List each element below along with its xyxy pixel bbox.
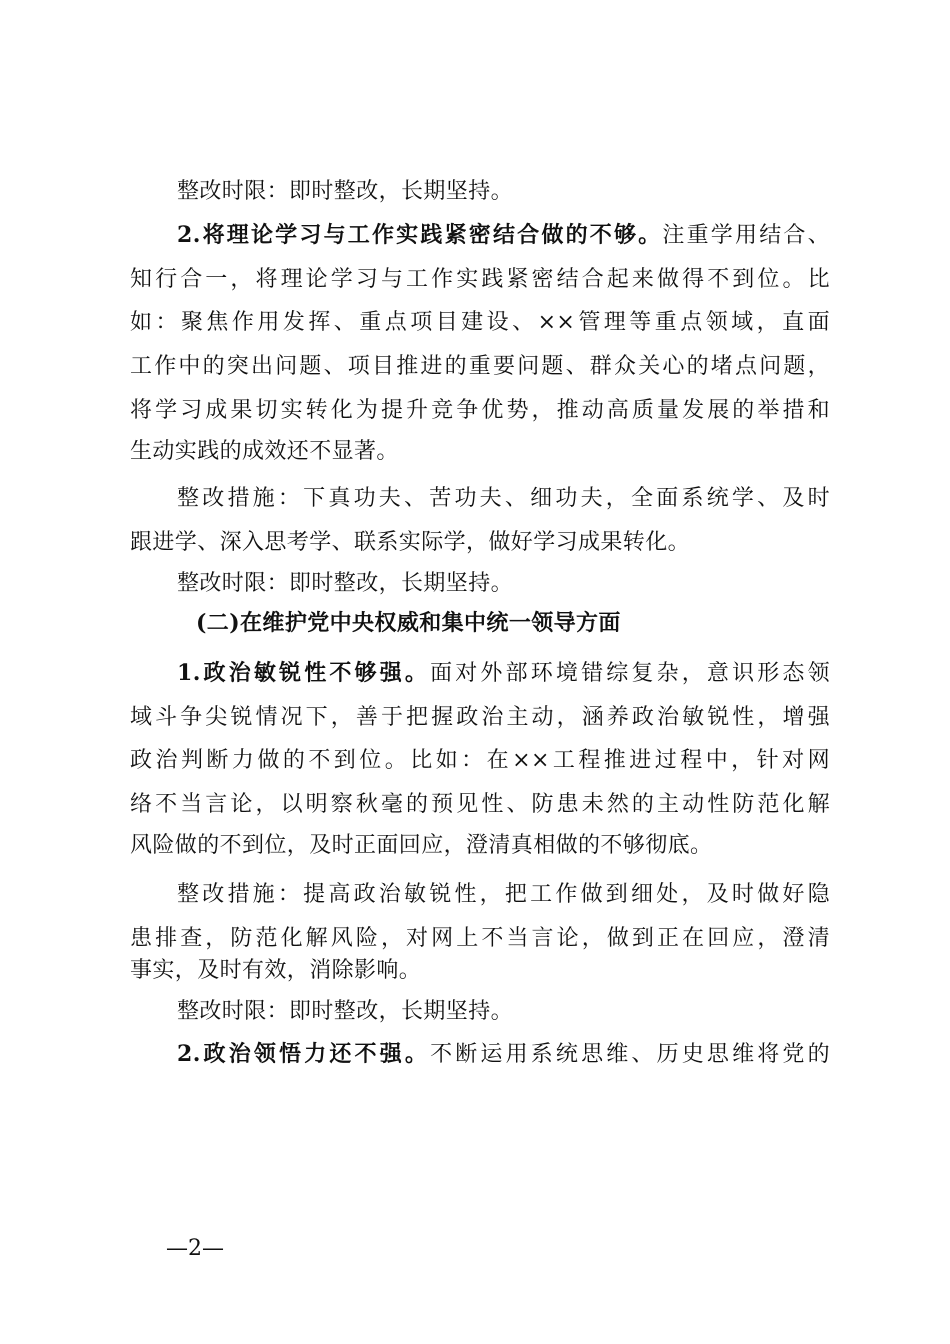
deadline-line: 整改时限：即时整改，长期坚持。 [177,179,514,204]
measures-line: 整改措施：提高政治敏锐性，把工作做到细处，及时做好隐 [177,882,830,907]
issue-title: 2.将理论学习与工作实践紧密结合做的不够。 [177,222,663,248]
paragraph-line: 事实，及时有效，消除影响。 [130,958,422,983]
paragraph-line: 工作中的突出问题、项目推进的重要问题、群众关心的堵点问题， [130,354,830,379]
measures-line: 整改措施：下真功夫、苦功夫、细功夫，全面系统学、及时 [177,486,830,511]
paragraph-line: 知行合一，将理论学习与工作实践紧密结合起来做得不到位。比 [130,267,830,292]
paragraph-line: 络不当言论，以明察秋毫的预见性、防患未然的主动性防范化解 [130,792,830,817]
issue-heading-line: 2.将理论学习与工作实践紧密结合做的不够。注重学用结合、 [177,222,830,248]
paragraph-line: 如：聚焦作用发挥、重点项目建设、××管理等重点领域，直面 [130,310,830,335]
paragraph-line: 政治判断力做的不到位。比如：在××工程推进过程中，针对网 [130,748,830,773]
paragraph-line: 域斗争尖锐情况下，善于把握政治主动，涵养政治敏锐性，增强 [130,705,830,730]
section-heading: (二)在维护党中央权威和集中统一领导方面 [196,610,621,636]
deadline-line: 整改时限：即时整改，长期坚持。 [177,571,514,596]
paragraph-line: 患排查，防范化解风险，对网上不当言论，做到正在回应，澄清 [130,926,830,951]
paragraph-line: 将学习成果切实转化为提升竞争优势，推动高质量发展的举措和 [130,398,830,423]
deadline-line: 整改时限：即时整改，长期坚持。 [177,999,514,1024]
paragraph-line: 风险做的不到位，及时正面回应，澄清真相做的不够彻底。 [130,833,713,858]
issue-title: 2.政治领悟力还不强。 [177,1041,431,1067]
issue-title: 1.政治敏锐性不够强。 [177,660,431,686]
issue-heading-line: 1.政治敏锐性不够强。面对外部环境错综复杂，意识形态领 [177,660,830,686]
page-number: —2— [166,1236,224,1261]
issue-heading-line: 2.政治领悟力还不强。不断运用系统思维、历史思维将党的 [177,1041,830,1067]
paragraph-line: 生动实践的成效还不显著。 [130,439,399,464]
paragraph-line: 跟进学、深入思考学、联系实际学，做好学习成果转化。 [130,530,691,555]
